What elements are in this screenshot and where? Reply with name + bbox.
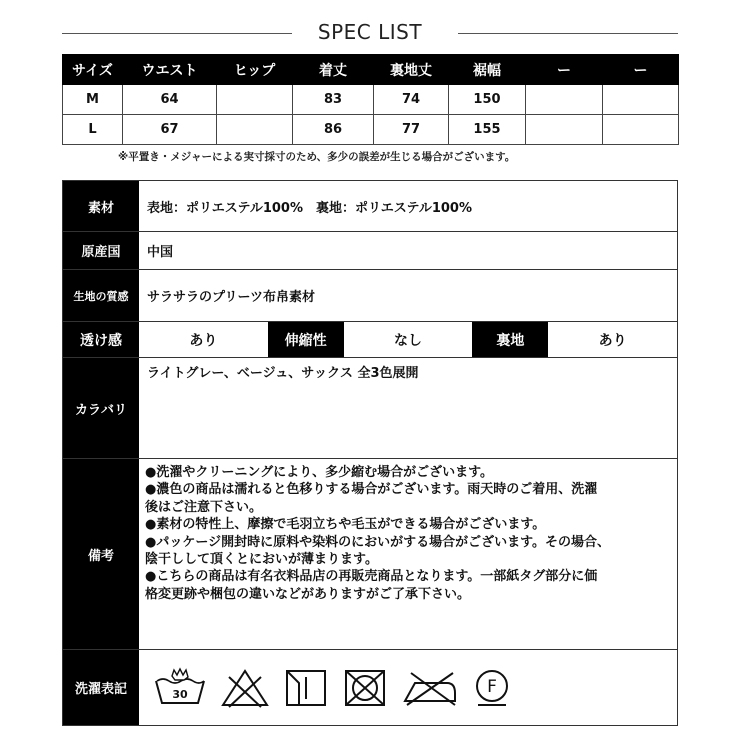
- care-icons: [139, 650, 677, 725]
- cell-hem-width: 155: [449, 115, 526, 145]
- value-material: 表地：ポリエステル100% 裏地：ポリエステル100%: [147, 200, 472, 216]
- value-colors: ライトグレー、ベージュ、サックス 全3色展開: [147, 366, 419, 381]
- spec-row-texture: [63, 269, 677, 321]
- label-origin: 原産国: [63, 232, 139, 269]
- cell-blank-1: [526, 115, 603, 145]
- label-texture: 生地の質感: [63, 270, 139, 321]
- dryclean-letter: F: [487, 676, 497, 697]
- iron-low-icon: [401, 667, 459, 709]
- cell-blank-1: [526, 85, 603, 115]
- line-dry-shade-icon: [283, 667, 329, 709]
- cell-size: M: [63, 85, 123, 115]
- label-sheer: 透け感: [63, 322, 139, 357]
- remark-line: ●洗濯やクリーニングにより、多少縮む場合がございます。: [145, 465, 494, 480]
- spec-row-colors: [63, 357, 677, 458]
- remark-line: 陰干しして頂くとにおいが薄まります。: [145, 552, 378, 568]
- value-origin: 中国: [147, 245, 174, 260]
- hand-wash-30-icon: [153, 667, 207, 709]
- cell-hip: [217, 115, 293, 145]
- cell-blank-2: [603, 115, 679, 145]
- title-divider-right: [458, 33, 678, 34]
- cell-lining-length: 74: [374, 85, 449, 115]
- cell-size: L: [63, 115, 123, 145]
- header-hip: ヒップ: [217, 55, 293, 85]
- header-hem-width: 裾幅: [449, 55, 526, 85]
- page-title: SPEC LIST: [317, 20, 423, 44]
- value-remarks: [139, 459, 616, 649]
- remark-line: ●こちらの商品は有名衣料品店の再販売商品となります。一部紙タグ部分に価: [145, 569, 598, 585]
- measurement-note: ※平置き・メジャーによる実寸採寸のため、多少の誤差が生じる場合がございます。: [118, 151, 516, 163]
- label-material: 素材: [63, 181, 139, 231]
- dry-clean-f-icon: [471, 667, 515, 709]
- spec-row-material: [63, 181, 677, 231]
- spec-row-origin: [63, 231, 677, 269]
- cell-length: 86: [293, 115, 374, 145]
- value-sheer: あり: [189, 332, 218, 349]
- table-row: [63, 85, 679, 115]
- remark-line: 後はご注意下さい。: [145, 499, 263, 515]
- wash-temp-label: 30: [172, 687, 188, 701]
- label-care: 洗濯表記: [63, 650, 139, 725]
- header-waist: ウエスト: [123, 55, 217, 85]
- label-remarks: 備考: [63, 459, 139, 649]
- cell-blank-2: [603, 85, 679, 115]
- remark-line: ●濃色の商品は濡れると色移りする場合がございます。雨天時のご着用、洗濯: [145, 482, 598, 498]
- size-table-header-row: [63, 55, 679, 85]
- value-lining: あり: [598, 332, 627, 349]
- remark-line: ●パッケージ開封時に原料や染料のにおいがする場合がございます。その場合、: [145, 534, 611, 550]
- remark-line: 格変更跡や梱包の違いなどがありますがご了承下さい。: [145, 586, 471, 602]
- label-colors: カラバリ: [63, 358, 139, 458]
- spec-table: [62, 180, 678, 726]
- cell-length: 83: [293, 85, 374, 115]
- spec-row-care: [63, 649, 677, 725]
- spec-list-header: [62, 18, 678, 48]
- header-blank-1: ー: [526, 55, 603, 85]
- label-stretch: 伸縮性: [268, 322, 344, 357]
- cell-hip: [217, 85, 293, 115]
- cell-waist: 67: [123, 115, 217, 145]
- cell-hem-width: 150: [449, 85, 526, 115]
- label-lining: 裏地: [472, 322, 548, 357]
- header-blank-2: ー: [603, 55, 679, 85]
- no-bleach-icon: [219, 667, 271, 709]
- cell-lining-length: 77: [374, 115, 449, 145]
- value-texture: サラサラのプリーツ布帛素材: [147, 290, 315, 305]
- no-tumble-dry-icon: [341, 667, 389, 709]
- remark-line: ●素材の特性上、摩擦で毛羽立ちや毛玉ができる場合がございます。: [145, 517, 546, 533]
- header-length: 着丈: [293, 55, 374, 85]
- header-lining-length: 裏地丈: [374, 55, 449, 85]
- value-stretch: なし: [394, 332, 422, 349]
- header-size: サイズ: [63, 55, 123, 85]
- size-table: [62, 54, 679, 145]
- spec-row-remarks: [63, 458, 677, 649]
- spec-row-properties: [63, 321, 677, 357]
- table-row: [63, 115, 679, 145]
- cell-waist: 64: [123, 85, 217, 115]
